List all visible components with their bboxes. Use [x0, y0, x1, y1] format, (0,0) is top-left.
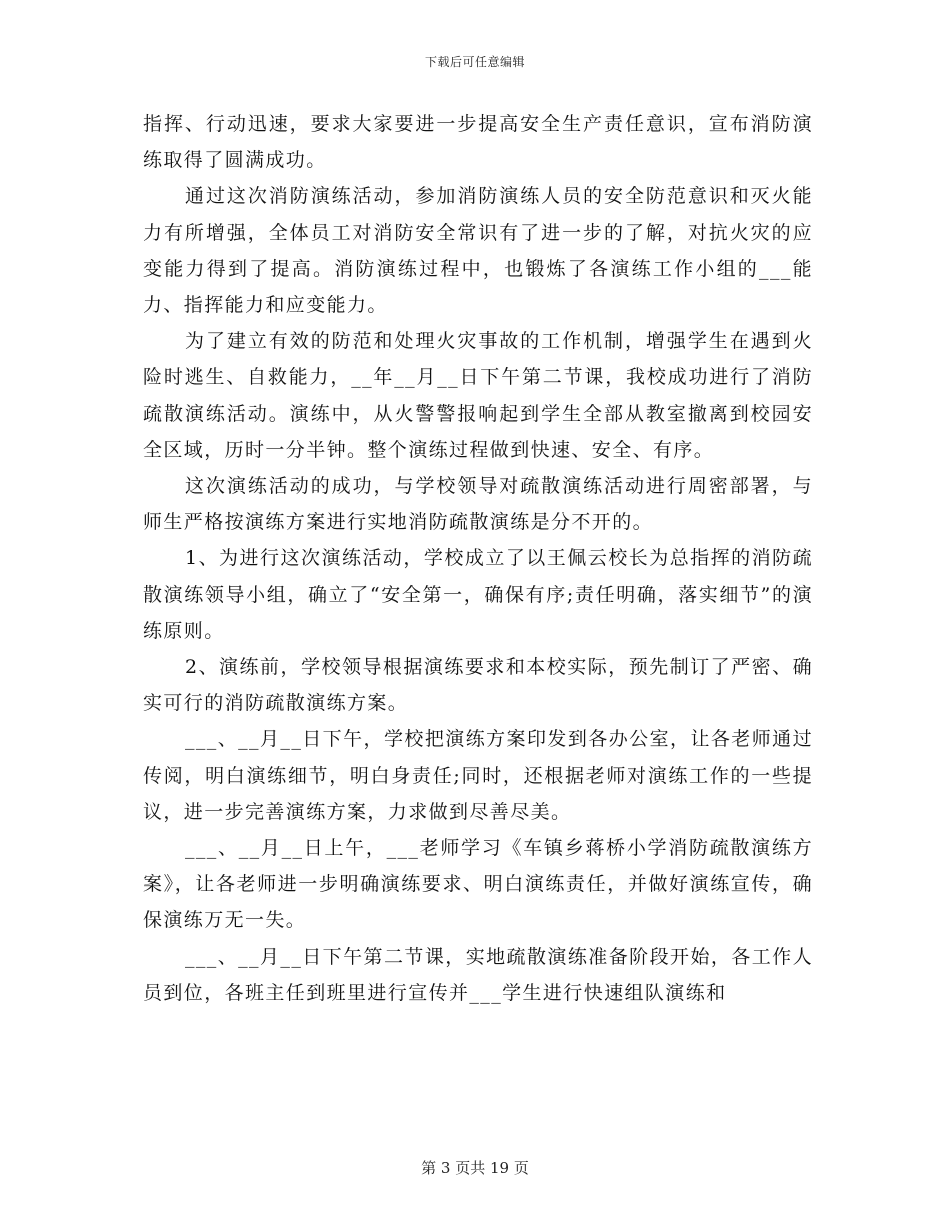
paragraph-7: ___、__月__日下午，学校把演练方案印发到各办公室，让各老师通过传阅，明白演练细节，明白身责任;同时，还根据老师对演练工作的一些提议，进一步完善演练方案，力求做到尽善尽美。 — [143, 728, 813, 823]
paragraph-6: 2、演练前，学校领导根据演练要求和本校实际，预先制订了严密、确实可行的消防疏散演练方案。 — [143, 656, 813, 715]
paragraph-4: 这次演练活动的成功，与学校领导对疏散演练活动进行周密部署，与师生严格按演练方案进行实地消防疏散演练是分不开的。 — [143, 475, 813, 534]
page-footer: 第 3 页共 19 页 — [421, 1159, 529, 1177]
body-text — [143, 106, 813, 1011]
paragraph-8: ___、__月__日上午，___老师学习《车镇乡蒋桥小学消防疏散演练方案》，让各老师进一步明确演练要求、明白演练责任，并做好演练宣传，确保演练万无一失。 — [143, 837, 813, 932]
paragraph-2: 通过这次消防演练活动，参加消防演练人员的安全防范意识和灭火能力有所增强，全体员工对消防安全常识有了进一步的了解，对抗火灾的应变能力得到了提高。消防演练过程中，也锻炼了各演练工作小组的___能力、指挥能力和应变能力。 — [143, 185, 813, 317]
paragraph-1: 指挥、行动迅速，要求大家要进一步提高安全生产责任意识，宣布消防演练取得了圆满成功。 — [143, 113, 813, 172]
paragraph-5: 1、为进行这次演练活动，学校成立了以王佩云校长为总指挥的消防疏散演练领导小组，确立了“安全第一，确保有序;责任明确，落实细节”的演练原则。 — [143, 547, 813, 642]
paragraph-9: ___、__月__日下午第二节课，实地疏散演练准备阶段开始，各工作人员到位，各班主任到班里进行宣传并___学生进行快速组队演练和 — [143, 945, 813, 1004]
paragraph-3: 为了建立有效的防范和处理火灾事故的工作机制，增强学生在遇到火险时逃生、自救能力，__年__月__日下午第二节课，我校成功进行了消防疏散演练活动。演练中，从火警警报响起到学生全部从教室撤离到校园安全区域，历时一分半钟。整个演练过程做到快速、安全、有序。 — [143, 330, 813, 461]
page-header: 下载后可任意编辑 — [424, 55, 525, 69]
